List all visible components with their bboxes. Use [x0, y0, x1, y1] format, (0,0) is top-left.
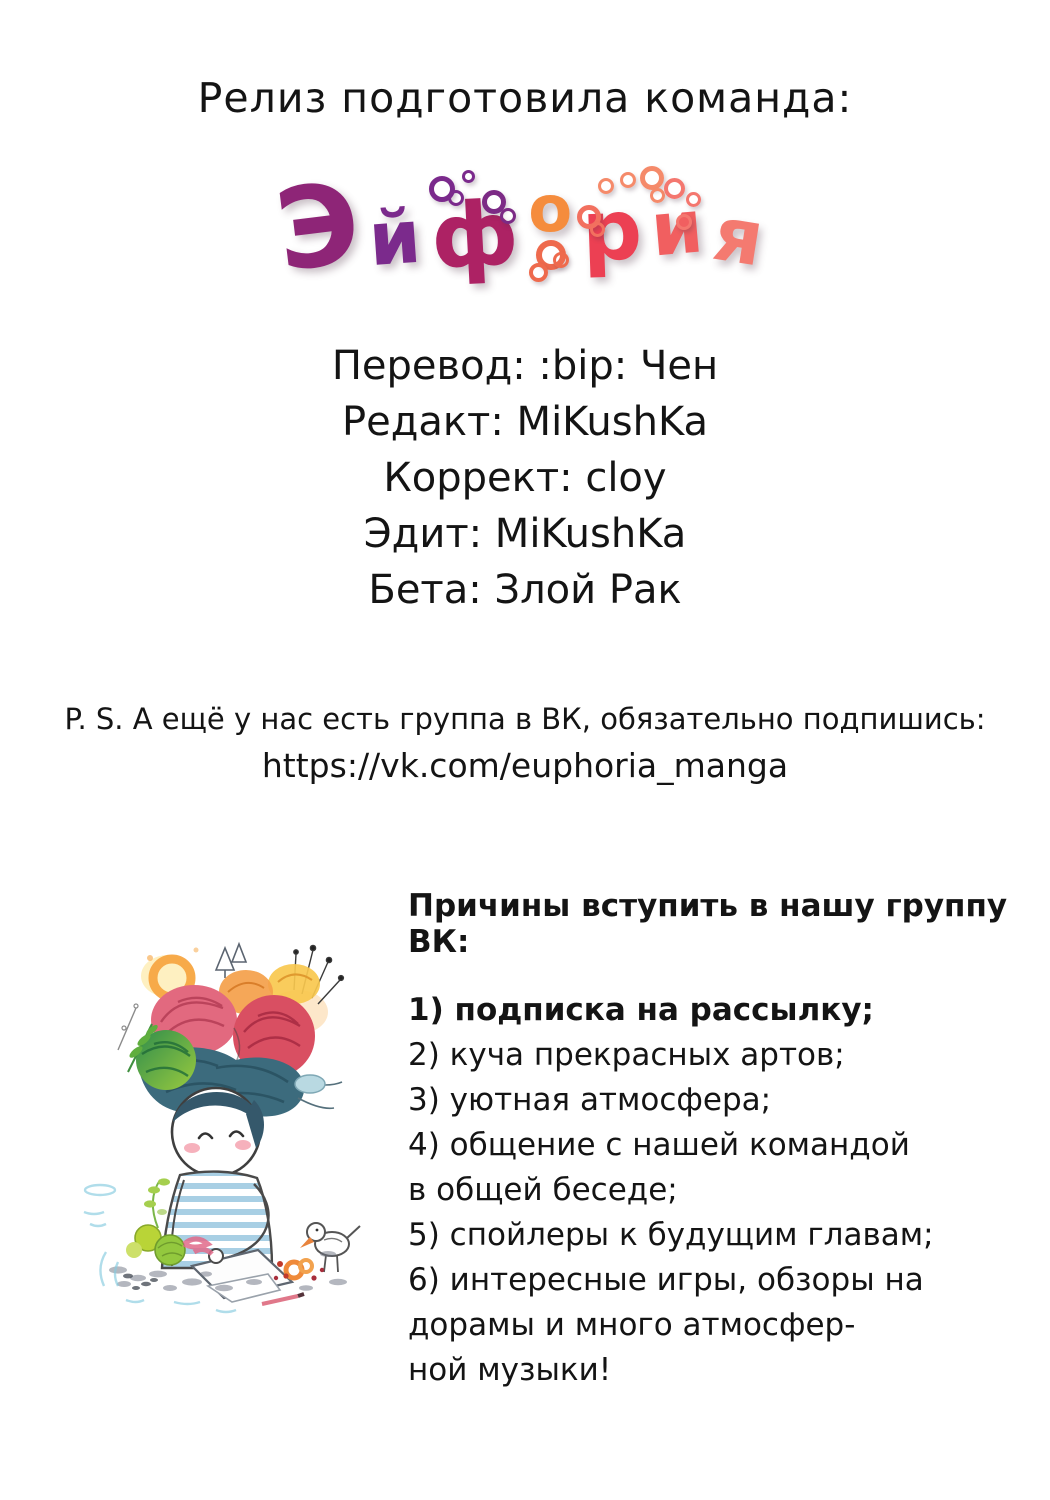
- reason-item: 1) подписка на рассылку;: [408, 992, 874, 1028]
- logo-letter: й: [366, 192, 434, 284]
- bird-icon: [300, 1223, 360, 1272]
- credits-list: [0, 338, 1050, 618]
- logo-bubble: [686, 192, 701, 207]
- reasons-heading: Причины вступить в нашу группу ВК:: [408, 888, 1008, 960]
- reason-item: 4) общение с нашей командой: [408, 1127, 910, 1163]
- logo-bubble: [529, 263, 548, 282]
- logo-letters: [0, 156, 1050, 298]
- logo-bubble: [500, 208, 516, 224]
- reason-item: в общей беседе;: [408, 1172, 678, 1208]
- reason-item: дорамы и много атмосфер-: [408, 1307, 856, 1343]
- logo-bubble: [676, 214, 692, 230]
- logo-letter: Э: [269, 156, 377, 298]
- credits-line: Редакт: MiKushKa: [342, 399, 708, 445]
- reason-item: 5) спойлеры к будущим главам;: [408, 1217, 934, 1253]
- credits-line: Коррект: cloy: [383, 455, 667, 501]
- logo-letter: о: [528, 173, 583, 247]
- logo-letter: я: [707, 187, 780, 286]
- reasons-list: [408, 988, 1018, 1393]
- postscript: [0, 702, 1050, 785]
- credits-line: Перевод: :bip: Чен: [331, 343, 719, 389]
- reason-item: ной музыки!: [408, 1352, 612, 1388]
- reasons-section: [408, 888, 1018, 1393]
- reason-item: 3) уютная атмосфера;: [408, 1082, 772, 1118]
- logo-letter: и: [647, 182, 717, 274]
- credits-line: Бета: Злой Рак: [368, 567, 682, 613]
- logo-bubble: [590, 222, 605, 237]
- reason-item: 2) куча прекрасных артов;: [408, 1037, 845, 1073]
- logo-bubble: [640, 166, 664, 190]
- logo-bubble: [664, 178, 685, 199]
- sprout: [144, 1178, 170, 1228]
- logo-bubble: [448, 190, 464, 206]
- logo-letter: р: [580, 179, 654, 281]
- logo-bubble: [553, 252, 569, 268]
- page-title: Релиз подготовила команда:: [197, 74, 853, 122]
- logo-bubble: [462, 170, 475, 183]
- logo-letter: ф: [428, 180, 531, 289]
- vk-group-link[interactable]: https://vk.com/euphoria_manga: [261, 746, 789, 785]
- reason-item: 6) интересные игры, обзоры на: [408, 1262, 924, 1298]
- logo-bubble: [650, 188, 665, 203]
- postscript-text: P. S. А ещё у нас есть группа в ВК, обязательно подпишись:: [64, 702, 986, 736]
- girl-illustration: [66, 932, 374, 1332]
- logo-bubble: [598, 178, 614, 194]
- credits-line: Эдит: MiKushKa: [363, 511, 687, 557]
- logo-bubble: [620, 172, 636, 188]
